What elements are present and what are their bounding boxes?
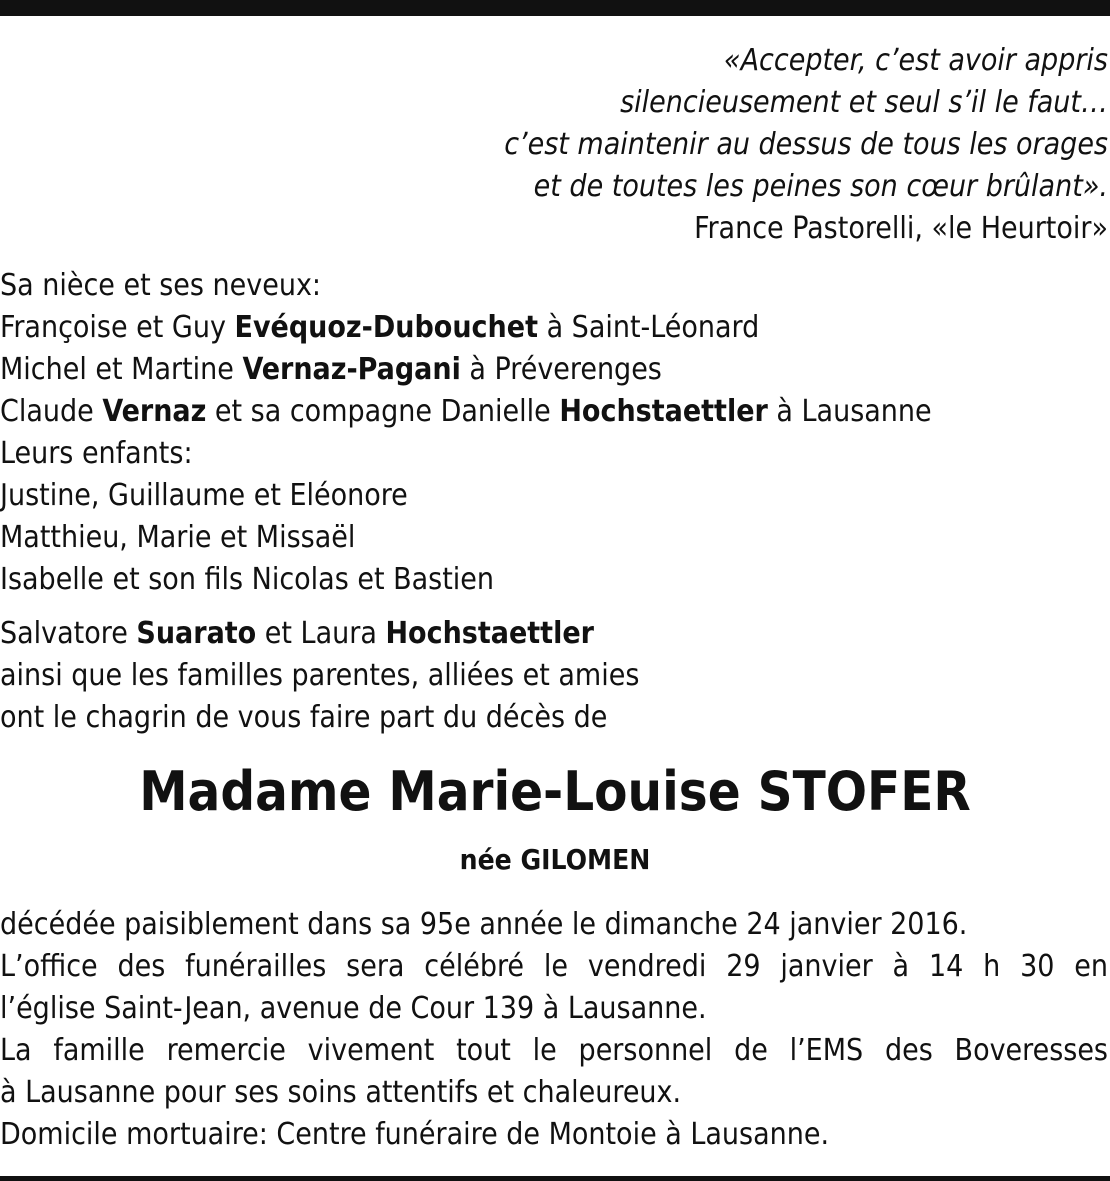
quote-attribution: France Pastorelli, «le Heurtoir»: [694, 211, 1108, 246]
epigraph-quote: [504, 40, 1108, 250]
children-line: Justine, Guillaume et Eléonore: [0, 478, 408, 513]
member-surname: Hochstaettler: [385, 616, 594, 651]
details-line: décédée paisiblement dans sa 95e année le dimanche 24 janvier 2016.: [0, 907, 968, 942]
family-member: [0, 307, 1108, 349]
maiden-name: née GILOMEN: [459, 843, 651, 876]
details-line: l’église Saint-Jean, avenue de Cour 139 à Lausanne.: [0, 991, 707, 1026]
family-member: [0, 391, 1108, 433]
member-surname: Evéquoz-Dubouchet: [234, 310, 538, 345]
announcement-line: ont le chagrin de vous faire part du décès de: [0, 700, 608, 735]
member-first-names: Françoise et Guy: [0, 310, 235, 345]
quote-line: «Accepter, c’est avoir appris: [723, 43, 1108, 78]
member-partner: et sa compagne Danielle: [206, 394, 560, 429]
family-member: [0, 349, 1108, 391]
children-line: Matthieu, Marie et Missaël: [0, 520, 356, 555]
funeral-details: [0, 904, 1108, 1156]
children-line: Isabelle et son fils Nicolas et Bastien: [0, 562, 495, 597]
member-first-names: Claude: [0, 394, 103, 429]
member-surname: Vernaz: [102, 394, 207, 429]
details-line: L’office des funérailles sera célébré le vendredi 29 janvier à 14 h 30 en: [0, 949, 1108, 984]
member-surname: Suarato: [136, 616, 257, 651]
member-first-names: Michel et Martine: [0, 352, 243, 387]
family-intro: Sa nièce et ses neveux:: [0, 268, 322, 303]
details-line: Domicile mortuaire: Centre funéraire de Montoie à Lausanne.: [0, 1117, 830, 1152]
relatives-line: ainsi que les familles parentes, alliées et amies: [0, 658, 640, 693]
member-surname: Hochstaettler: [559, 394, 768, 429]
details-line: à Lausanne pour ses soins attentifs et chaleureux.: [0, 1075, 682, 1110]
member-partner: et Laura: [256, 616, 386, 651]
member-place: à Lausanne: [767, 394, 932, 429]
top-rule: [0, 0, 1110, 16]
details-line: La famille remercie vivement tout le personnel de l’EMS des Boveresses: [0, 1033, 1108, 1068]
family-announcement: [0, 265, 1108, 739]
member-surname: Vernaz-Pagani: [242, 352, 461, 387]
member-first-names: Salvatore: [0, 616, 137, 651]
quote-line: et de toutes les peines son cœur brûlant».: [533, 169, 1108, 204]
children-intro: Leurs enfants:: [0, 436, 193, 471]
member-place: à Préverenges: [460, 352, 662, 387]
family-member: [0, 613, 1108, 655]
quote-line: silencieusement et seul s’il le faut…: [620, 85, 1108, 120]
quote-line: c’est maintenir au dessus de tous les orages: [504, 127, 1108, 162]
member-place: à Saint-Léonard: [538, 310, 760, 345]
deceased-name: Madame Marie-Louise STOFER: [139, 760, 971, 823]
bottom-rule: [0, 1176, 1110, 1181]
